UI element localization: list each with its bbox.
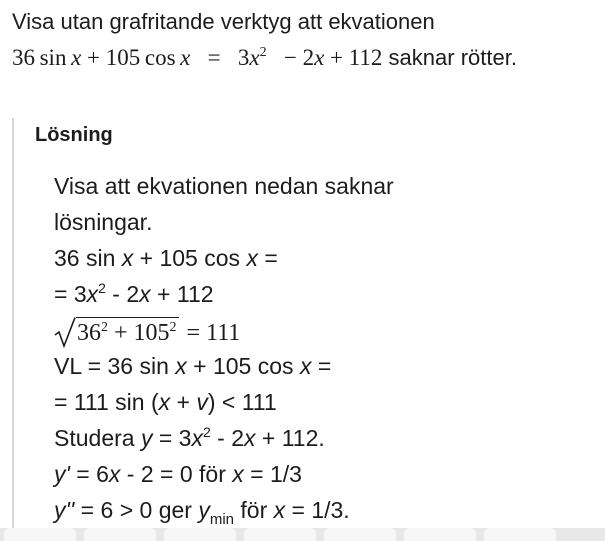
key[interactable] xyxy=(164,528,236,541)
solution-line-sqrt xyxy=(54,312,574,348)
key[interactable] xyxy=(84,528,156,541)
key[interactable] xyxy=(244,528,316,541)
solution-divider-bar xyxy=(12,118,14,528)
solution-line-10: y'' = 6 > 0 ger $y_{min}$ för x = 1/3. xyxy=(54,497,350,528)
problem-suffix: saknar rötter. xyxy=(388,45,517,70)
keyboard-strip xyxy=(0,528,605,541)
solution-line-7: = 111 sin (x + v) < 111 xyxy=(54,389,277,415)
radicand: $36^2 + 105^2$ xyxy=(76,317,179,348)
equation: 36 sin x + 105 cos x = $3x^2$ − 2x + 112 xyxy=(12,45,383,70)
sqrt-result: = 111 xyxy=(186,320,241,346)
solution-line-8: Studera $y = 3x^2 - 2x + 112$. xyxy=(54,424,325,451)
sqrt-expression xyxy=(54,312,240,348)
solution-line-6: VL = 36 sin x + 105 cos x = xyxy=(54,353,332,379)
problem-statement xyxy=(12,6,602,76)
problem-equation-line xyxy=(12,40,602,76)
sqrt-icon xyxy=(54,316,76,348)
solution-line-3: 36 sin x + 105 cos x = xyxy=(54,245,278,271)
solution-line-4: = $3x^2 - 2x + 112$ xyxy=(54,280,214,307)
problem-text: Visa utan grafritande verktyg att ekvationen xyxy=(12,9,435,34)
solution-line-2: lösningar. xyxy=(54,209,153,235)
solution-line-9: y' = 6x - 2 = 0 för x = 1/3 xyxy=(54,461,302,487)
solution-body xyxy=(54,168,574,528)
solution-line-1: Visa att ekvationen nedan saknar xyxy=(54,173,394,199)
key[interactable] xyxy=(4,528,76,541)
key[interactable] xyxy=(324,528,396,541)
solution-heading: Lösning xyxy=(35,124,113,146)
key[interactable] xyxy=(484,528,556,541)
key[interactable] xyxy=(404,528,476,541)
